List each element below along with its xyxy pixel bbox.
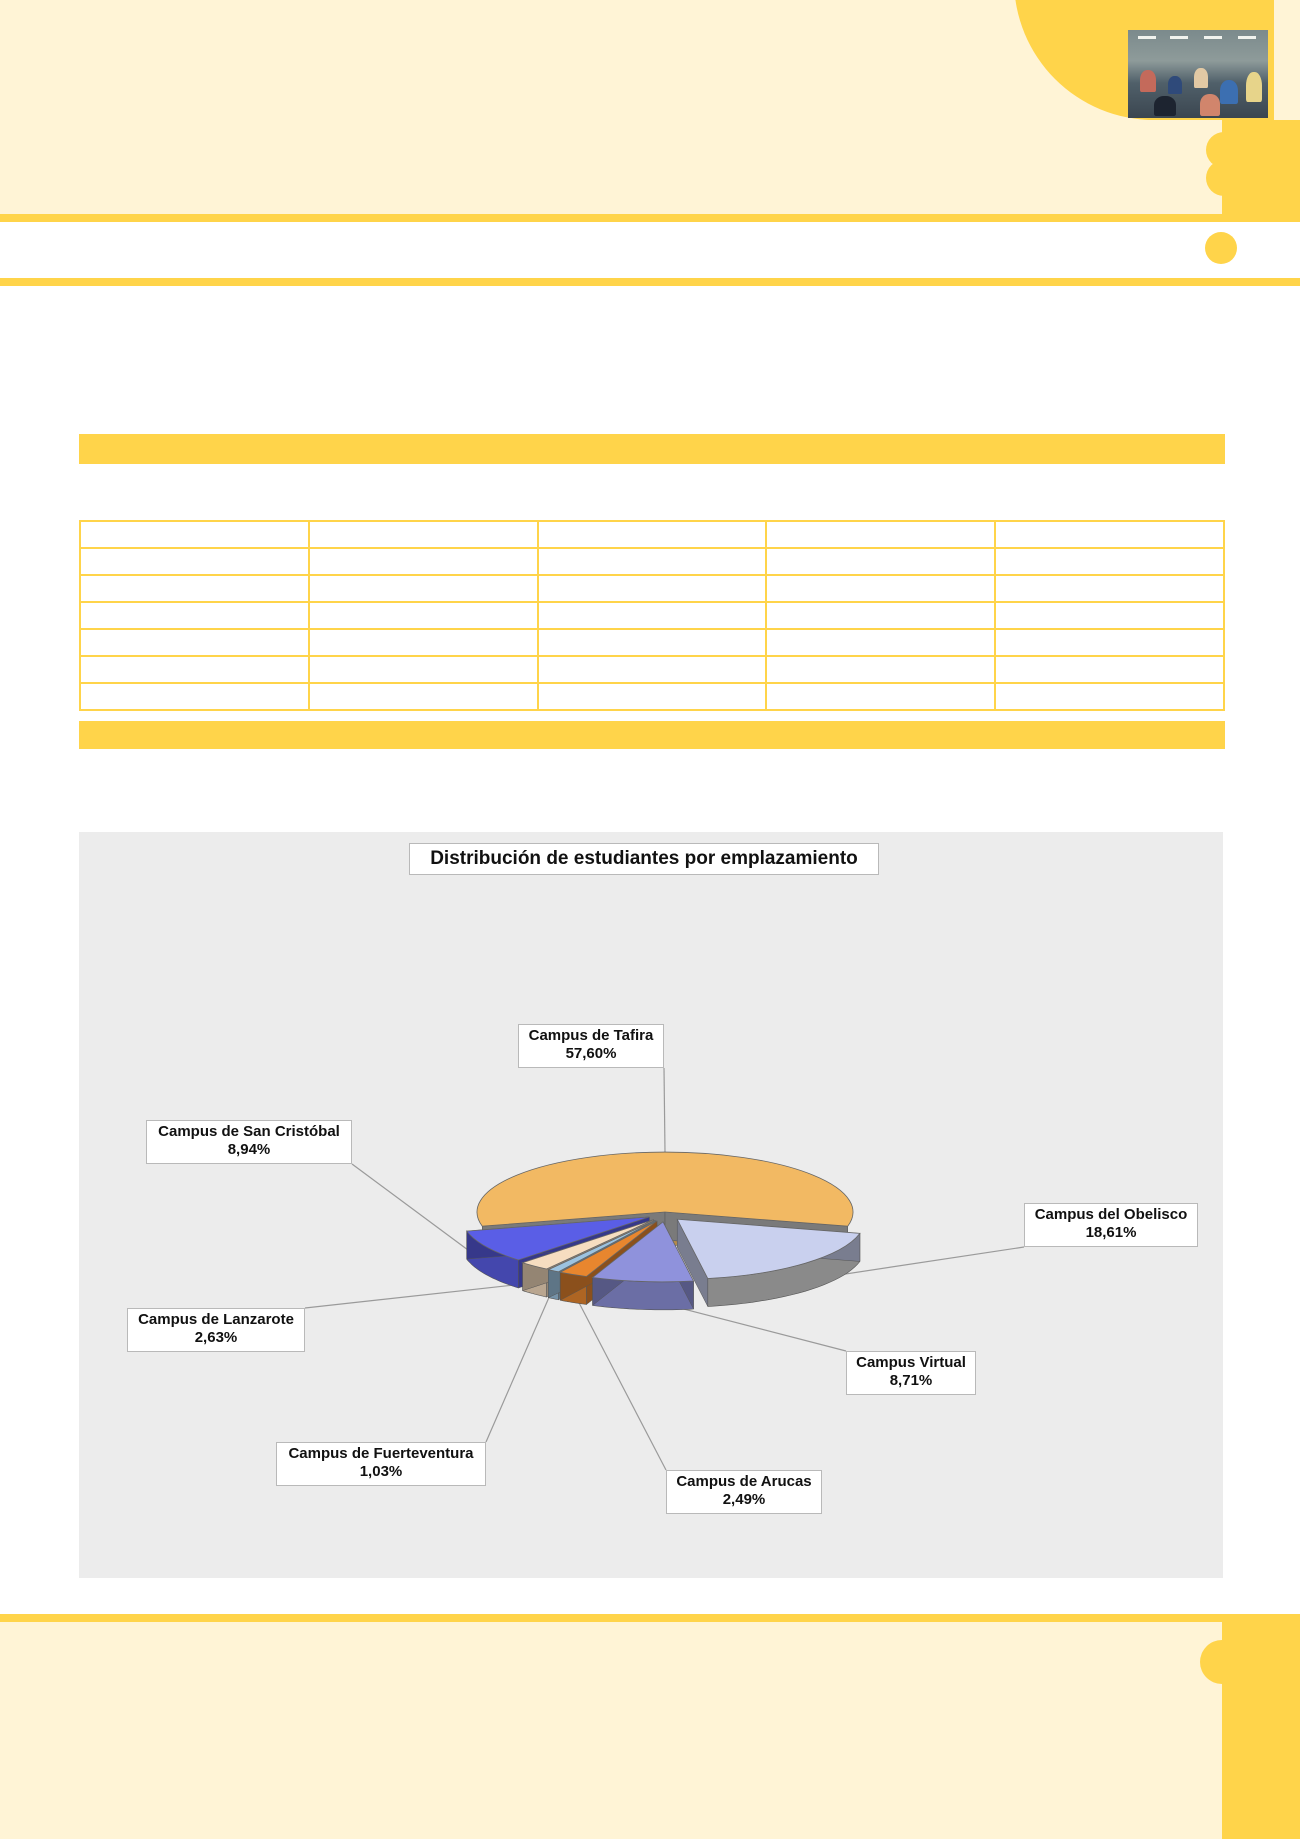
slice-label-virtual: Campus Virtual 8,71%: [846, 1351, 976, 1395]
leader-line: [352, 1164, 486, 1264]
slice-label-arucas: Campus de Arucas 2,49%: [666, 1470, 822, 1514]
slice-label-lanzarote: Campus de Lanzarote 2,63%: [127, 1308, 305, 1352]
slice-label-san-cristobal: Campus de San Cristóbal 8,94%: [146, 1120, 352, 1164]
leader-line: [486, 1288, 553, 1443]
footer-stripe: [0, 1614, 1300, 1622]
leader-line: [573, 1291, 666, 1470]
leader-line: [664, 1068, 665, 1152]
slice-label-fuerteventura: Campus de Fuerteventura 1,03%: [276, 1442, 486, 1486]
slice-label-tafira: Campus de Tafira 57,60%: [518, 1024, 664, 1068]
chart-title: Distribución de estudiantes por emplazamiento: [409, 843, 879, 875]
slice-label-obelisco: Campus del Obelisco 18,61%: [1024, 1203, 1198, 1247]
footer-side-bump: [1200, 1640, 1244, 1684]
leader-line: [305, 1283, 534, 1308]
footer-background: [0, 1622, 1300, 1839]
